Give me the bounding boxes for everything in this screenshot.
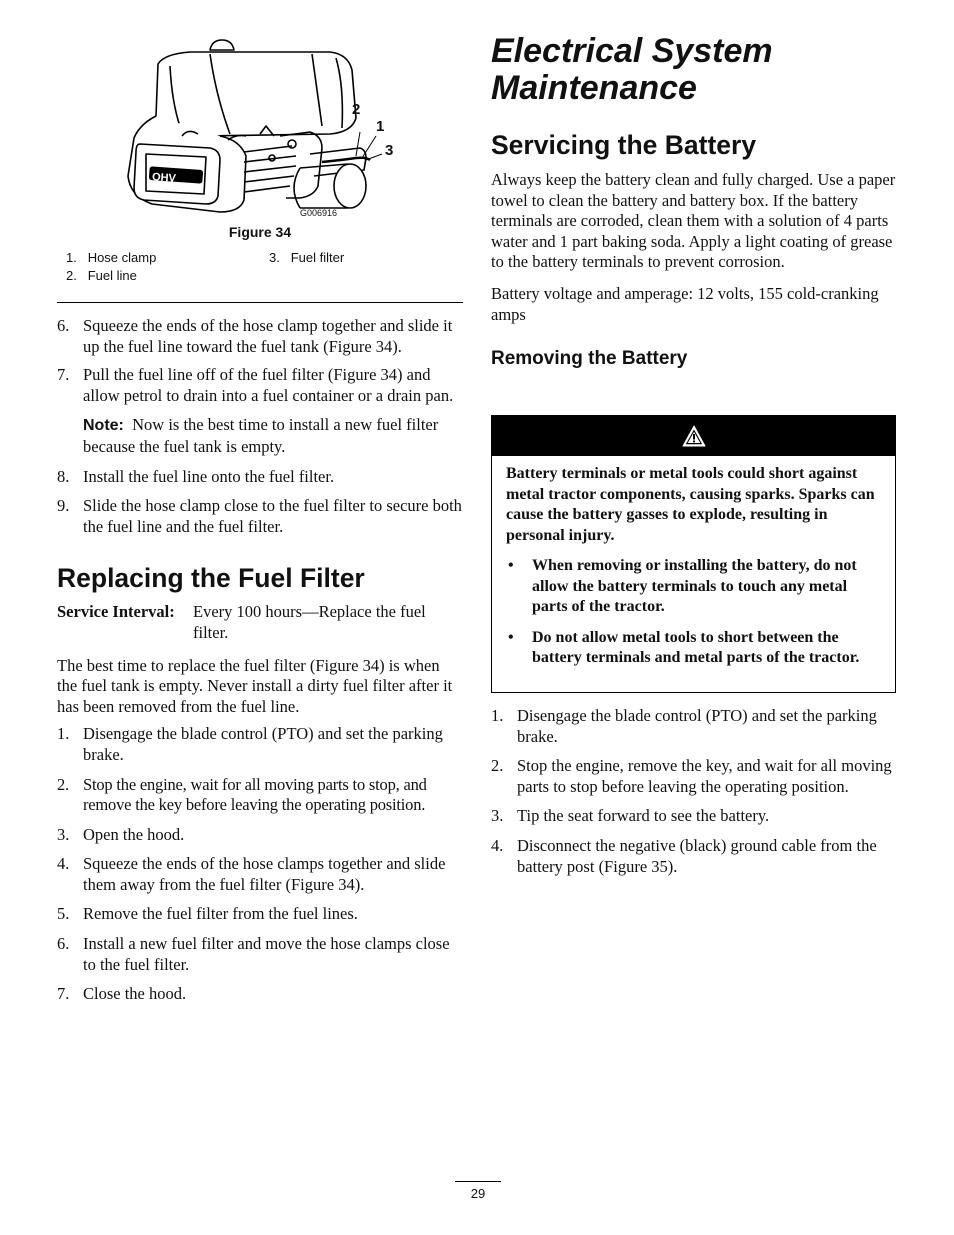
figure-divider — [57, 302, 463, 303]
figure-code: G006916 — [300, 208, 338, 218]
list-item: 4. Disconnect the negative (black) ground cable from the battery post (Figure 35). — [491, 835, 877, 876]
right-column — [491, 33, 896, 370]
legend-item-2: 2. Fuel line — [66, 268, 137, 283]
fuel-line-steps-continued — [57, 467, 463, 538]
list-item: 9. Slide the hose clamp close to the fuel filter to secure both the fuel line and the fuel filter. — [57, 496, 462, 536]
replacing-steps — [57, 724, 463, 1005]
servicing-battery-text: Always keep the battery clean and fully charged. Use a paper towel to clean the battery and battery box. If the battery terminals are corroded, clean them with a solution of 4 parts water and 1 part baking soda. Apply a light coating of grease to the battery terminals to prevent corrosion. — [491, 170, 896, 272]
service-interval-label: Service Interval: — [57, 602, 175, 622]
list-item: 2. Stop the engine, remove the key, and wait for all moving parts to stop before leaving the operating position. — [491, 756, 892, 796]
removing-steps-column — [491, 706, 896, 877]
left-column — [57, 316, 463, 1005]
note-label: Note: — [83, 417, 124, 435]
list-item: 8. Install the fuel line onto the fuel filter. — [57, 466, 335, 486]
page-number: 29 — [470, 1186, 486, 1201]
list-item: 3. Tip the seat forward to see the battery. — [491, 806, 770, 826]
electrical-system-title: Electrical System Maintenance — [491, 32, 773, 107]
engine-figure — [60, 36, 460, 222]
callout-3: 3 — [385, 142, 394, 159]
figure-caption: Figure 34 — [228, 224, 292, 240]
list-item: 1. Disengage the blade control (PTO) and set the parking brake. — [491, 706, 877, 746]
warning-header — [492, 416, 895, 456]
battery-voltage-text: Battery voltage and amperage: 12 volts, 155 cold-cranking amps — [491, 283, 879, 324]
servicing-battery-heading: Servicing the Battery — [491, 130, 757, 160]
list-item: 6. Install a new fuel filter and move the hose clamps close to the fuel filter. — [57, 934, 450, 974]
list-item: 2. Stop the engine, wait for all moving parts to stop, and remove the key before leaving the operating position. — [57, 774, 427, 815]
ohv-badge: OHV — [151, 171, 177, 185]
list-item: • When removing or installing the battery, do not allow the battery terminals to touch any metal parts of the tractor. — [508, 557, 857, 615]
replacing-intro: The best time to replace the fuel filter (Figure 34) is when the fuel tank is empty. Never install a dirty fuel filter after it has been removed from the fuel line. — [57, 655, 453, 716]
list-item: • Do not allow metal tools to short between the battery terminals and metal parts of the tractor. — [508, 628, 860, 666]
list-item: 5. Remove the fuel filter from the fuel lines. — [57, 904, 358, 924]
replacing-fuel-filter-heading: Replacing the Fuel Filter — [57, 563, 365, 594]
warning-text: Battery terminals or metal tools could short against metal tractor components, causing sparks. Sparks can cause the battery gasses to explode, resulting in personal injury. — [506, 465, 875, 544]
service-interval — [57, 602, 463, 643]
page-number-rule — [455, 1181, 501, 1182]
callout-2: 2 — [352, 101, 361, 118]
list-item: 1. Disengage the blade control (PTO) and set the parking brake. — [57, 724, 443, 764]
list-item: 7. Close the hood. — [57, 984, 187, 1004]
fuel-line-steps — [57, 316, 463, 406]
warning-bullets — [506, 556, 881, 669]
list-item: 4. Squeeze the ends of the hose clamps together and slide them away from the fuel filter (Figure 34). — [57, 854, 446, 894]
engine-illustration — [60, 36, 460, 222]
removing-battery-heading: Removing the Battery — [491, 348, 688, 370]
warning-triangle-icon — [682, 425, 706, 447]
warning-box — [491, 415, 896, 693]
list-item: 6. Squeeze the ends of the hose clamp together and slide it up the fuel line toward the fuel tank (Figure 34). — [57, 316, 453, 356]
list-item: 7. Pull the fuel line off of the fuel filter (Figure 34) and allow petrol to drain into a fuel container or a drain pan. — [57, 365, 454, 405]
warning-body — [492, 456, 895, 669]
removing-steps — [491, 706, 896, 877]
callout-1: 1 — [376, 118, 385, 135]
legend-item-1: 1. Hose clamp — [66, 250, 157, 265]
note — [57, 415, 463, 457]
legend-item-3: 3. Fuel filter — [269, 250, 345, 265]
service-interval-text: Every 100 hours—Replace the fuel filter. — [193, 602, 426, 642]
note-text: Now is the best time to install a new fuel filter because the fuel tank is empty. — [83, 415, 439, 456]
list-item: 3. Open the hood. — [57, 824, 185, 844]
